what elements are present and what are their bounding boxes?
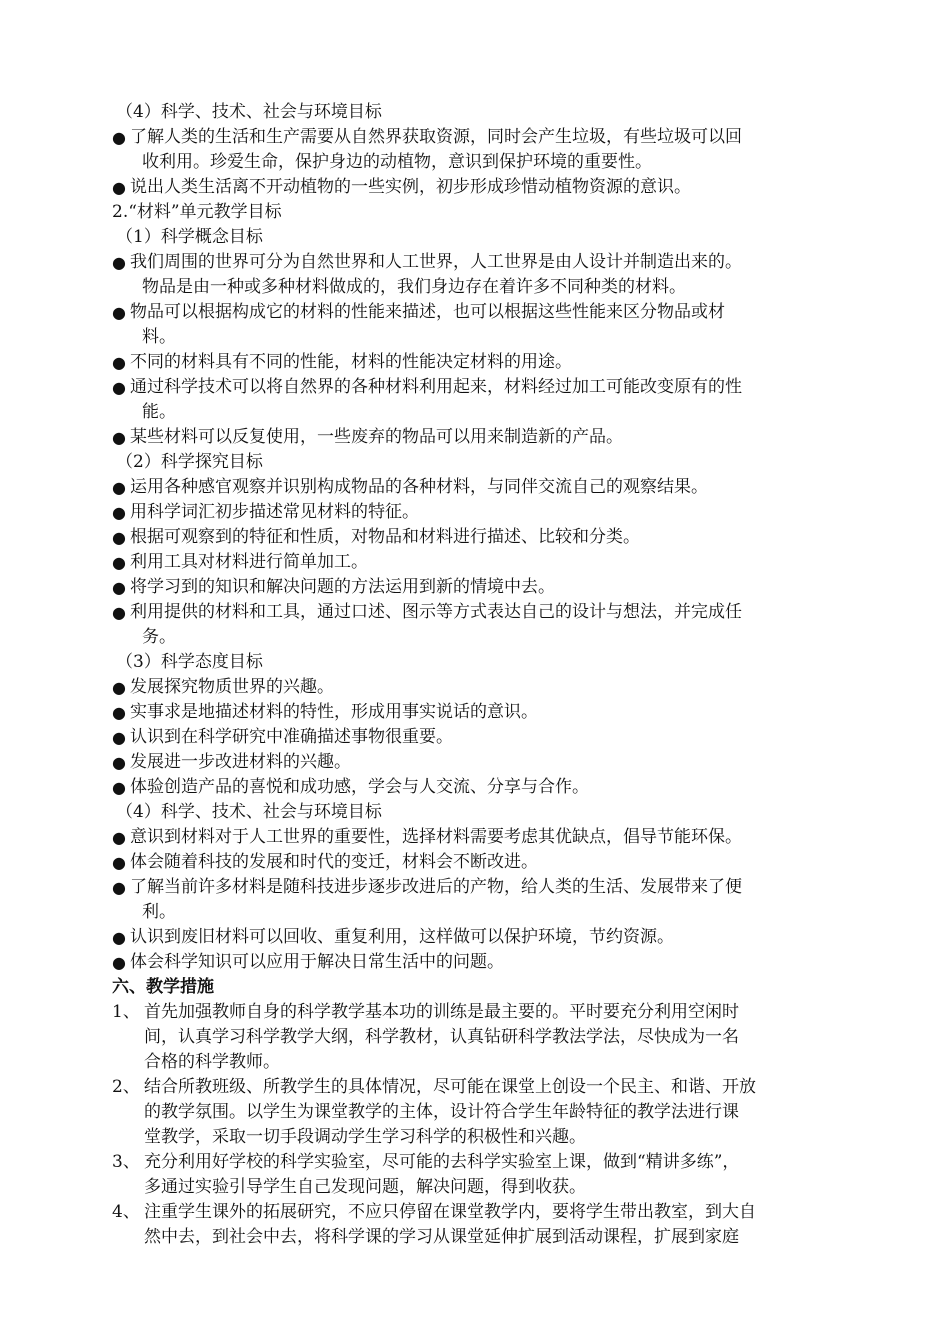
- subsection-heading: （1）科学概念目标: [116, 227, 263, 247]
- section-heading: 六、教学措施: [112, 977, 214, 997]
- bullet-icon: ●: [112, 178, 126, 197]
- list-item-text: 用科学词汇初步描述常见材料的特征。: [130, 502, 419, 522]
- section-heading: 2.“材料”单元教学目标: [112, 202, 282, 222]
- item-text: 合格的科学教师。: [144, 1052, 280, 1072]
- list-item-text: 收利用。珍爱生命，保护身边的动植物，意识到保护环境的重要性。: [142, 152, 652, 172]
- list-item-text: 说出人类生活离不开动植物的一些实例，初步形成珍惜动植物资源的意识。: [130, 177, 691, 197]
- bullet-icon: ●: [112, 528, 126, 547]
- list-item-text: 利用提供的材料和工具，通过口述、图示等方式表达自己的设计与想法，并完成任: [130, 602, 742, 622]
- bullet-icon: ●: [112, 578, 126, 597]
- list-item-text: 物品可以根据构成它的材料的性能来描述，也可以根据这些性能来区分物品或材: [130, 302, 725, 322]
- list-item-text: 发展进一步改进材料的兴趣。: [130, 752, 351, 772]
- list-item-text: 意识到材料对于人工世界的重要性，选择材料需要考虑其优缺点，倡导节能环保。: [130, 827, 742, 847]
- list-item: [112, 675, 840, 700]
- list-item: [112, 850, 840, 875]
- list-item-text: 物品是由一种或多种材料做成的，我们身边存在着许多不同种类的材料。: [142, 277, 686, 297]
- list-item-text: 某些材料可以反复使用，一些废弃的物品可以用来制造新的产品。: [130, 427, 623, 447]
- list-item-text: 体验创造产品的喜悦和成功感，学会与人交流、分享与合作。: [130, 777, 589, 797]
- numbered-item: [112, 1200, 840, 1250]
- item-text: 首先加强教师自身的科学教学基本功的训练是最主要的。平时要充分利用空闲时: [144, 1002, 739, 1022]
- list-item: [112, 350, 840, 375]
- list-item: [112, 250, 840, 300]
- list-item-text: 运用各种感官观察并识别构成物品的各种材料，与同伴交流自己的观察结果。: [130, 477, 708, 497]
- list-item: [112, 475, 840, 500]
- bullet-icon: ●: [112, 678, 126, 697]
- list-item: [112, 775, 840, 800]
- list-item-text: 利。: [142, 902, 176, 922]
- bullet-icon: ●: [112, 428, 126, 447]
- bullet-icon: ●: [112, 703, 126, 722]
- item-number: 4、: [112, 1202, 140, 1222]
- subsection-heading: （4）科学、技术、社会与环境目标: [116, 802, 382, 822]
- list-item-text: 我们周围的世界可分为自然世界和人工世界，人工世界是由人设计并制造出来的。: [130, 252, 742, 272]
- list-item: [112, 550, 840, 575]
- list-item: [112, 575, 840, 600]
- bullet-icon: ●: [112, 728, 126, 747]
- numbered-item: [112, 1075, 840, 1150]
- list-item: [112, 600, 840, 650]
- list-item: [112, 525, 840, 550]
- item-text: 堂教学，采取一切手段调动学生学习科学的积极性和兴趣。: [144, 1127, 586, 1147]
- subsection-heading: （2）科学探究目标: [116, 452, 263, 472]
- list-item-text: 实事求是地描述材料的特性，形成用事实说话的意识。: [130, 702, 538, 722]
- list-item: [112, 500, 840, 525]
- bullet-icon: ●: [112, 878, 126, 897]
- list-item: [112, 700, 840, 725]
- list-item: [112, 750, 840, 775]
- list-item-text: 料。: [142, 327, 176, 347]
- list-item-text: 务。: [142, 627, 176, 647]
- subsection-heading: （3）科学态度目标: [116, 652, 263, 672]
- list-item-text: 不同的材料具有不同的性能，材料的性能决定材料的用途。: [130, 352, 572, 372]
- list-item-text: 通过科学技术可以将自然界的各种材料利用起来，材料经过加工可能改变原有的性: [130, 377, 742, 397]
- list-item-text: 认识到废旧材料可以回收、重复利用，这样做可以保护环境，节约资源。: [130, 927, 674, 947]
- list-item-text: 利用工具对材料进行简单加工。: [130, 552, 368, 572]
- list-item-text: 体会科学知识可以应用于解决日常生活中的问题。: [130, 952, 504, 972]
- item-text: 间，认真学习科学教学大纲，科学教材，认真钻研科学教法学法，尽快成为一名: [144, 1027, 739, 1047]
- list-item-text: 能。: [142, 402, 176, 422]
- bullet-icon: ●: [112, 778, 126, 797]
- item-number: 2、: [112, 1077, 140, 1097]
- list-item: [112, 175, 840, 200]
- bullet-icon: ●: [112, 753, 126, 772]
- document-page: [112, 100, 840, 1250]
- item-number: 3、: [112, 1152, 140, 1172]
- list-item-text: 了解人类的生活和生产需要从自然界获取资源，同时会产生垃圾，有些垃圾可以回: [130, 127, 742, 147]
- subsection-heading: （4）科学、技术、社会与环境目标: [116, 102, 382, 122]
- list-item: [112, 375, 840, 425]
- list-item: [112, 925, 840, 950]
- bullet-icon: ●: [112, 928, 126, 947]
- bullet-icon: ●: [112, 953, 126, 972]
- numbered-item: [112, 1000, 840, 1075]
- list-item: [112, 125, 840, 175]
- list-item: [112, 950, 840, 975]
- item-text: 结合所教班级、所教学生的具体情况，尽可能在课堂上创设一个民主、和谐、开放: [144, 1077, 756, 1097]
- bullet-icon: ●: [112, 378, 126, 397]
- list-item: [112, 825, 840, 850]
- bullet-icon: ●: [112, 853, 126, 872]
- list-item-text: 将学习到的知识和解决问题的方法运用到新的情境中去。: [130, 577, 555, 597]
- bullet-icon: ●: [112, 603, 126, 622]
- bullet-icon: ●: [112, 478, 126, 497]
- list-item: [112, 425, 840, 450]
- bullet-icon: ●: [112, 503, 126, 522]
- list-item-text: 认识到在科学研究中准确描述事物很重要。: [130, 727, 453, 747]
- item-text: 充分利用好学校的科学实验室，尽可能的去科学实验室上课，做到“精讲多练”，: [144, 1152, 740, 1172]
- bullet-icon: ●: [112, 353, 126, 372]
- item-text: 的教学氛围。以学生为课堂教学的主体，设计符合学生年龄特征的教学法进行课: [144, 1102, 739, 1122]
- item-number: 1、: [112, 1002, 140, 1022]
- list-item-text: 根据可观察到的特征和性质，对物品和材料进行描述、比较和分类。: [130, 527, 640, 547]
- list-item: [112, 875, 840, 925]
- list-item: [112, 725, 840, 750]
- item-text: 注重学生课外的拓展研究，不应只停留在课堂教学内，要将学生带出教室，到大自: [144, 1202, 756, 1222]
- bullet-icon: ●: [112, 553, 126, 572]
- bullet-icon: ●: [112, 253, 126, 272]
- list-item-text: 了解当前许多材料是随科技进步逐步改进后的产物，给人类的生活、发展带来了便: [130, 877, 742, 897]
- numbered-item: [112, 1150, 840, 1200]
- item-text: 多通过实验引导学生自己发现问题，解决问题，得到收获。: [144, 1177, 586, 1197]
- bullet-icon: ●: [112, 303, 126, 322]
- item-text: 然中去，到社会中去，将科学课的学习从课堂延伸扩展到活动课程，扩展到家庭: [144, 1227, 739, 1247]
- bullet-icon: ●: [112, 128, 126, 147]
- list-item-text: 体会随着科技的发展和时代的变迁，材料会不断改进。: [130, 852, 538, 872]
- bullet-icon: ●: [112, 828, 126, 847]
- list-item-text: 发展探究物质世界的兴趣。: [130, 677, 334, 697]
- list-item: [112, 300, 840, 350]
